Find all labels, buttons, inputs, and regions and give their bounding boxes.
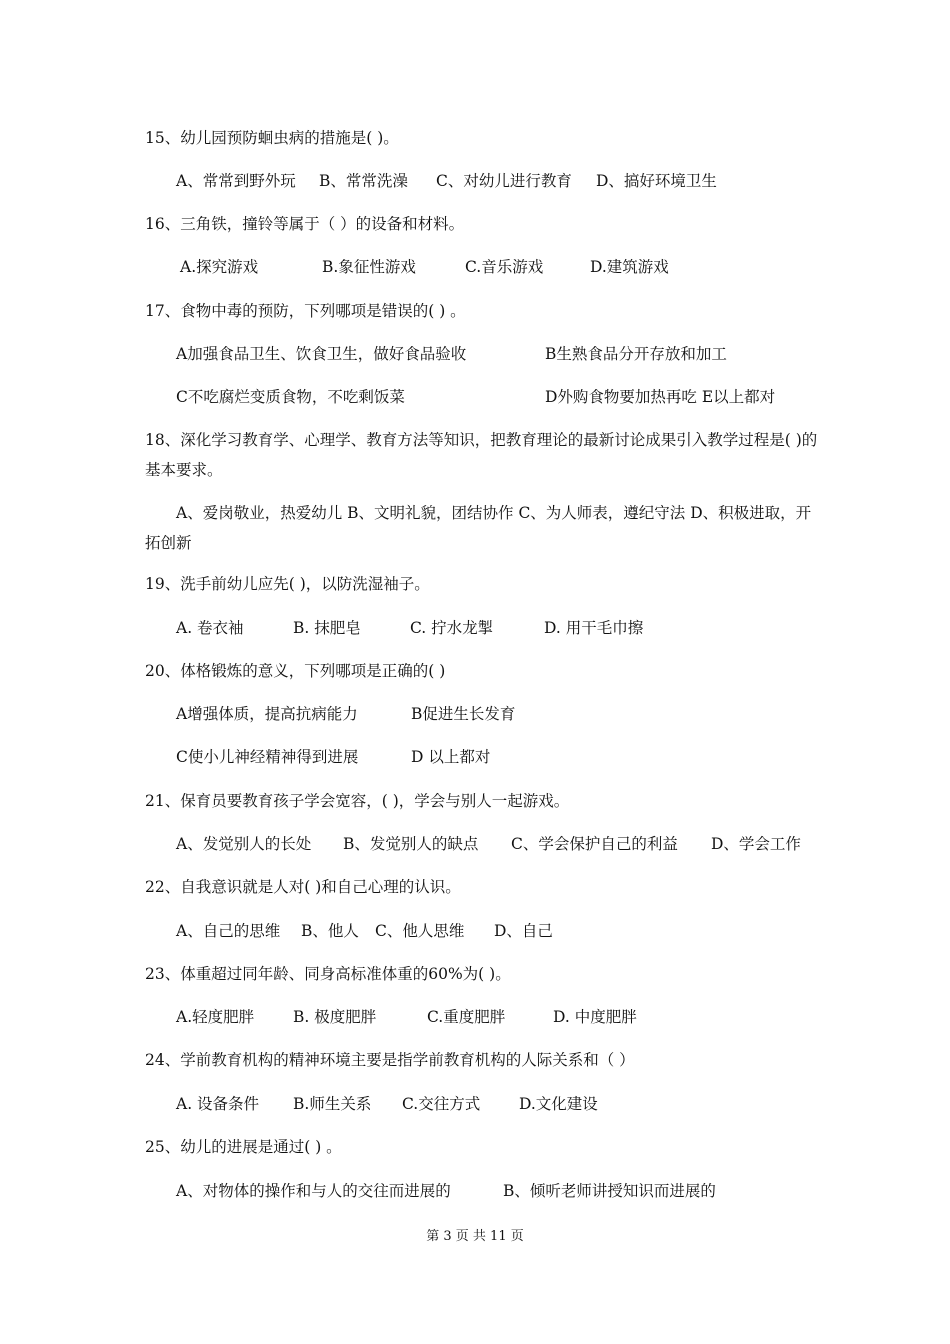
option-c: C、对幼儿进行教育 bbox=[436, 172, 572, 190]
option-a: A. 卷衣袖 bbox=[176, 619, 244, 637]
option-d: D. 用干毛巾擦 bbox=[544, 619, 644, 637]
question-18: 18、深化学习教育学、心理学、教育方法等知识，把教育理论的最新讨论成果引入教学过程是( )的基本要求。 bbox=[145, 431, 818, 479]
question-22: 22、自我意识就是人对( )和自己心理的认识。 bbox=[145, 878, 461, 896]
option-a: A、自己的思维 bbox=[176, 922, 281, 940]
option-d: D、自己 bbox=[494, 922, 553, 940]
option-b: B、常常洗澡 bbox=[319, 172, 408, 190]
option-d: D.建筑游戏 bbox=[590, 258, 669, 276]
option-a: A、常常到野外玩 bbox=[176, 172, 296, 190]
option-b: B.师生关系 bbox=[293, 1095, 372, 1113]
question-23-options bbox=[176, 1007, 820, 1027]
option-b: B、发觉别人的缺点 bbox=[343, 835, 479, 853]
option-b: B.象征性游戏 bbox=[322, 258, 416, 276]
option-b: B. 抹肥皂 bbox=[293, 619, 361, 637]
question-20-options-row2 bbox=[176, 747, 820, 767]
option-a: A、发觉别人的长处 bbox=[176, 835, 312, 853]
question-20: 20、体格锻炼的意义，下列哪项是正确的( ) bbox=[145, 662, 446, 680]
option-a: A.探究游戏 bbox=[180, 258, 259, 276]
question-25: 25、幼儿的进展是通过( ) 。 bbox=[145, 1138, 342, 1156]
question-18-options: A、爱岗敬业，热爱幼儿 B、文明礼貌，团结协作 C、为人师表，遵纪守法 D、积极进取，开拓创新 bbox=[145, 504, 812, 552]
option-d-e: D外购食物要加热再吃 E以上都对 bbox=[545, 388, 776, 406]
option-b: B生熟食品分开存放和加工 bbox=[545, 345, 727, 363]
option-a: A. 设备条件 bbox=[176, 1095, 260, 1113]
option-b: B、他人 bbox=[301, 922, 359, 940]
page-footer: 第 3 页 共 11 页 bbox=[426, 1229, 524, 1244]
question-24-options bbox=[176, 1094, 820, 1114]
question-17-options-row1 bbox=[176, 344, 820, 364]
option-c: C.音乐游戏 bbox=[465, 258, 544, 276]
option-b: B. 极度肥胖 bbox=[293, 1008, 377, 1026]
question-25-options bbox=[176, 1181, 820, 1201]
option-d: D 以上都对 bbox=[411, 748, 491, 766]
question-23: 23、体重超过同年龄、同身高标准体重的60%为( )。 bbox=[145, 965, 511, 983]
option-b: B、倾听老师讲授知识而进展的 bbox=[503, 1182, 716, 1200]
option-c: C. 拧水龙掣 bbox=[410, 619, 494, 637]
question-19: 19、洗手前幼儿应先( )，以防洗湿袖子。 bbox=[145, 575, 430, 593]
question-17-options-row2 bbox=[176, 387, 820, 407]
option-d: D、搞好环境卫生 bbox=[596, 172, 717, 190]
option-d: D. 中度肥胖 bbox=[553, 1008, 637, 1026]
question-15-options bbox=[176, 171, 820, 191]
question-24: 24、学前教育机构的精神环境主要是指学前教育机构的人际关系和（ ） bbox=[145, 1051, 635, 1069]
question-17: 17、食物中毒的预防，下列哪项是错误的( ) 。 bbox=[145, 302, 466, 320]
option-c: C使小儿神经精神得到进展 bbox=[176, 748, 359, 766]
question-16: 16、三角铁，撞铃等属于（ ）的设备和材料。 bbox=[145, 215, 465, 233]
option-d: D.文化建设 bbox=[519, 1095, 598, 1113]
question-22-options bbox=[176, 921, 820, 941]
option-a: A.轻度肥胖 bbox=[176, 1008, 255, 1026]
option-c: C、学会保护自己的利益 bbox=[511, 835, 678, 853]
question-16-options bbox=[180, 257, 820, 277]
option-c: C不吃腐烂变质食物，不吃剩饭菜 bbox=[176, 388, 405, 406]
option-d: D、学会工作 bbox=[711, 835, 801, 853]
option-b: B促进生长发育 bbox=[411, 705, 516, 723]
question-21-options bbox=[176, 834, 820, 854]
option-c: C.重度肥胖 bbox=[427, 1008, 506, 1026]
question-20-options-row1 bbox=[176, 704, 820, 724]
option-a: A增强体质，提高抗病能力 bbox=[176, 705, 358, 723]
question-15: 15、幼儿园预防蛔虫病的措施是( )。 bbox=[145, 129, 399, 147]
option-c: C.交往方式 bbox=[402, 1095, 481, 1113]
question-19-options bbox=[176, 618, 820, 638]
option-c: C、他人思维 bbox=[375, 922, 465, 940]
question-21: 21、保育员要教育孩子学会宽容，( )，学会与别人一起游戏。 bbox=[145, 792, 570, 810]
option-a: A、对物体的操作和与人的交往而进展的 bbox=[176, 1182, 451, 1200]
option-a: A加强食品卫生、饮食卫生，做好食品验收 bbox=[176, 345, 467, 363]
